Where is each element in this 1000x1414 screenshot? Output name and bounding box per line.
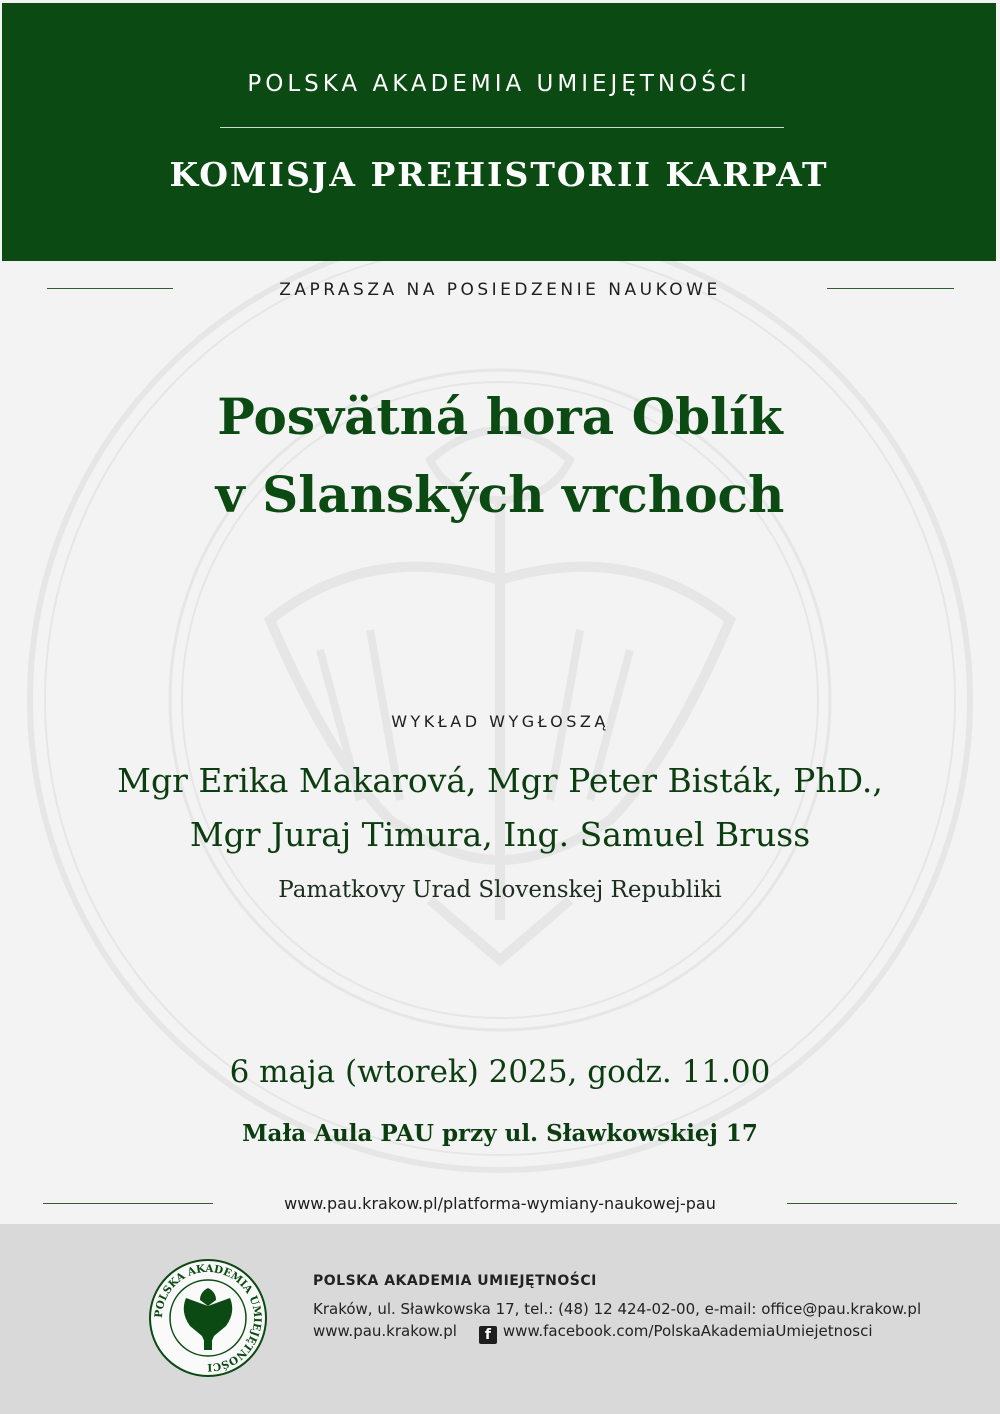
footer-links-row (313, 1320, 921, 1344)
lecture-label: WYKŁAD WYGŁOSZĄ (391, 712, 609, 731)
footer-contact (313, 1270, 921, 1344)
seal-text: POLSKA AKADEMIA UMIEJĘTNOŚCI (152, 1262, 264, 1374)
invitation-text: ZAPRASZA NA POSIEDZENIE NAUKOWE (279, 280, 721, 300)
lecture-title (0, 378, 1000, 534)
header-divider (220, 127, 784, 128)
speakers-line-2: Mgr Juraj Timura, Ing. Samuel Bruss (189, 815, 811, 854)
footer (0, 1224, 1000, 1414)
title-line-2: v Slanských vrchoch (215, 465, 785, 524)
institution: Pamatkovy Urad Slovenskej Republiki (278, 877, 722, 903)
url-rule-right (787, 1203, 957, 1204)
event-venue: Mała Aula PAU przy ul. Sławkowskiej 17 (242, 1120, 758, 1147)
event-datetime: 6 maja (wtorek) 2025, godz. 11.00 (229, 1054, 771, 1090)
footer-facebook-link[interactable]: www.facebook.com/PolskaAkademiaUmiejetnosci (502, 1322, 873, 1340)
header-banner (2, 3, 996, 261)
speakers-line-1: Mgr Erika Makarová, Mgr Peter Bisták, PhD., (117, 761, 883, 800)
academy-seal-logo (148, 1258, 268, 1378)
invite-rule-right (827, 288, 954, 289)
footer-website-link[interactable]: www.pau.krakow.pl (313, 1322, 457, 1340)
background-seal-watermark (0, 200, 1000, 1200)
speakers (0, 754, 1000, 862)
footer-address: Kraków, ul. Sławkowska 17, tel.: (48) 12 424-02-00, e-mail: office@pau.krakow.pl (313, 1300, 922, 1318)
title-line-1: Posvätná hora Oblík (217, 387, 783, 446)
facebook-icon: f (479, 1326, 497, 1344)
academy-name: POLSKA AKADEMIA UMIEJĘTNOŚCI (247, 71, 751, 97)
event-url[interactable]: www.pau.krakow.pl/platforma-wymiany-naukowej-pau (284, 1194, 716, 1213)
commission-name: KOMISJA PREHISTORII KARPAT (169, 155, 829, 194)
footer-org-name: POLSKA AKADEMIA UMIEJĘTNOŚCI (313, 1273, 597, 1289)
